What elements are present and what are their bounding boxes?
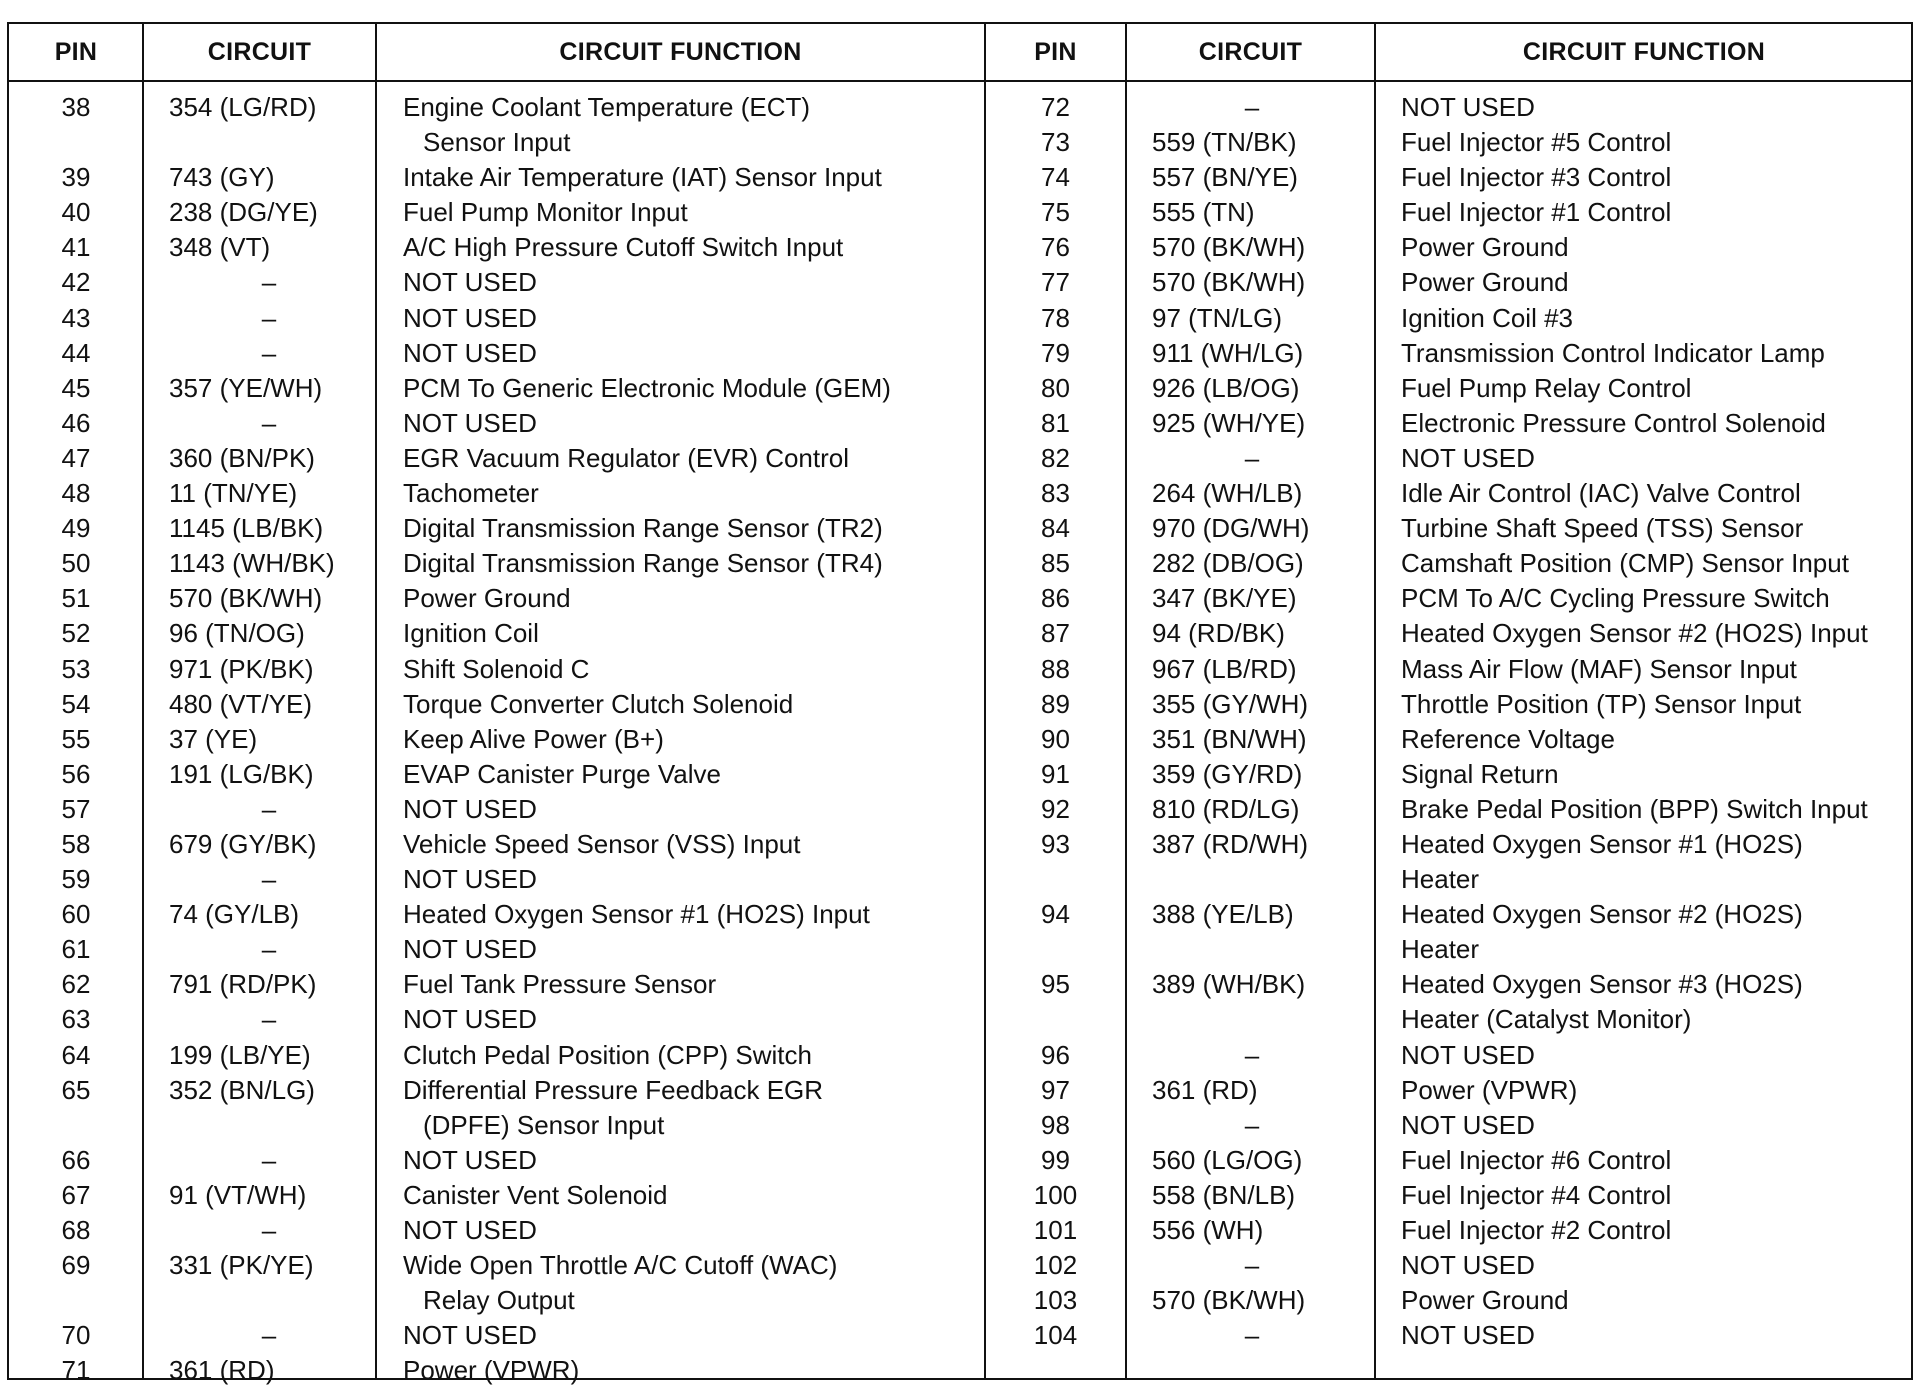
circuit-code: 555 (TN) bbox=[1152, 197, 1255, 228]
circuit-code: 355 (GY/WH) bbox=[1152, 688, 1309, 719]
circuit-function: Differential Pressure Feedback EGR bbox=[403, 1074, 824, 1105]
circuit-function: Power Ground bbox=[1401, 1285, 1569, 1316]
pin-number: 102 bbox=[1033, 1250, 1078, 1281]
circuit-code: 351 (BN/WH) bbox=[1152, 723, 1307, 754]
circuit-function: Fuel Injector #5 Control bbox=[1401, 127, 1672, 158]
pin-number: 73 bbox=[1041, 127, 1070, 158]
circuit-code: 1143 (WH/BK) bbox=[169, 548, 335, 579]
circuit-function: Shift Solenoid C bbox=[403, 653, 590, 684]
circuit-function: NOT USED bbox=[403, 934, 537, 965]
circuit-code: 388 (YE/LB) bbox=[1152, 899, 1294, 930]
circuit-function: NOT USED bbox=[403, 302, 537, 333]
circuit-code: 74 (GY/LB) bbox=[169, 899, 300, 930]
circuit-code: 926 (LB/OG) bbox=[1152, 372, 1300, 403]
pin-number-continuation bbox=[9, 1283, 143, 1318]
circuit-function: NOT USED bbox=[1401, 1250, 1535, 1281]
pin-number: 43 bbox=[61, 302, 91, 333]
circuit-function: Clutch Pedal Position (CPP) Switch bbox=[403, 1039, 812, 1070]
circuit-function: NOT USED bbox=[403, 864, 537, 895]
circuit-code: 238 (DG/YE) bbox=[169, 197, 318, 228]
circuit-function: Heated Oxygen Sensor #3 (HO2S) bbox=[1401, 969, 1803, 1000]
pin-number: 72 bbox=[1041, 92, 1070, 122]
pin-number-continuation bbox=[985, 1002, 1126, 1037]
pin-number: 103 bbox=[1033, 1285, 1078, 1316]
circuit-function: EGR Vacuum Regulator (EVR) Control bbox=[403, 442, 850, 473]
circuit-function: NOT USED bbox=[403, 1215, 537, 1245]
circuit-function: NOT USED bbox=[1401, 1039, 1535, 1070]
circuit-function: PCM To Generic Electronic Module (GEM) bbox=[403, 372, 891, 403]
pin-number: 93 bbox=[1041, 828, 1070, 859]
pin-number: 75 bbox=[1041, 197, 1070, 228]
circuit-function: Heated Oxygen Sensor #1 (HO2S) bbox=[1401, 828, 1803, 859]
circuit-code: 191 (LG/BK) bbox=[169, 758, 314, 789]
circuit-code: – bbox=[1244, 92, 1260, 122]
pin-number: 60 bbox=[61, 899, 91, 930]
right-pin-column bbox=[985, 90, 1126, 1353]
pin-number-continuation bbox=[985, 862, 1126, 897]
circuit-code: 199 (LB/YE) bbox=[169, 1039, 311, 1070]
pin-number: 74 bbox=[1041, 162, 1070, 193]
circuit-code: – bbox=[261, 793, 277, 824]
pin-number: 101 bbox=[1033, 1215, 1078, 1245]
circuit-function: NOT USED bbox=[403, 1004, 537, 1035]
circuit-code: 570 (BK/WH) bbox=[1152, 267, 1306, 298]
circuit-function: Sensor Input bbox=[423, 127, 571, 158]
circuit-function: Wide Open Throttle A/C Cutoff (WAC) bbox=[403, 1250, 838, 1281]
circuit-code: 925 (WH/YE) bbox=[1152, 407, 1306, 438]
pin-number: 81 bbox=[1041, 407, 1070, 438]
circuit-function: PCM To A/C Cycling Pressure Switch bbox=[1401, 583, 1830, 614]
pin-number: 90 bbox=[1041, 723, 1070, 754]
pin-number: 98 bbox=[1041, 1109, 1070, 1140]
circuit-code: 359 (GY/RD) bbox=[1152, 758, 1303, 789]
pin-number: 76 bbox=[1041, 232, 1070, 263]
circuit-code: 1145 (LB/BK) bbox=[169, 513, 324, 544]
circuit-code: 361 (RD) bbox=[1152, 1074, 1258, 1105]
circuit-function: Mass Air Flow (MAF) Sensor Input bbox=[1401, 653, 1797, 684]
circuit-code: 560 (LG/OG) bbox=[1152, 1144, 1303, 1175]
pin-number: 82 bbox=[1041, 442, 1070, 473]
circuit-code: – bbox=[261, 1320, 277, 1351]
circuit-code: 743 (GY) bbox=[169, 162, 275, 193]
header-circuit-right: CIRCUIT bbox=[1198, 38, 1303, 66]
pin-number: 91 bbox=[1041, 758, 1070, 789]
circuit-code: 570 (BK/WH) bbox=[1152, 1285, 1306, 1316]
circuit-code: 480 (VT/YE) bbox=[169, 688, 313, 719]
circuit-code: 558 (BN/LB) bbox=[1152, 1179, 1296, 1210]
circuit-function: Fuel Injector #1 Control bbox=[1401, 197, 1672, 228]
pin-number: 77 bbox=[1041, 267, 1070, 298]
header-function-left: CIRCUIT FUNCTION bbox=[559, 38, 802, 66]
pin-number: 85 bbox=[1041, 548, 1070, 579]
column-divider bbox=[375, 24, 377, 1378]
circuit-function: NOT USED bbox=[403, 1144, 537, 1175]
pin-number: 100 bbox=[1033, 1179, 1078, 1210]
circuit-function: Signal Return bbox=[1401, 758, 1559, 789]
circuit-function: NOT USED bbox=[1401, 92, 1535, 122]
pin-number: 61 bbox=[61, 934, 91, 965]
circuit-code: 94 (RD/BK) bbox=[1152, 618, 1285, 649]
pin-number: 70 bbox=[61, 1320, 91, 1351]
pin-number: 94 bbox=[1041, 899, 1070, 930]
pin-table bbox=[7, 22, 1913, 1386]
pin-number: 87 bbox=[1041, 618, 1070, 649]
circuit-function: Turbine Shaft Speed (TSS) Sensor bbox=[1401, 513, 1804, 544]
circuit-code: 911 (WH/LG) bbox=[1152, 337, 1304, 368]
pin-number: 51 bbox=[61, 583, 91, 614]
header-circuit-left: CIRCUIT bbox=[207, 38, 312, 66]
circuit-code-continuation bbox=[1152, 932, 1352, 967]
circuit-code: 352 (BN/LG) bbox=[169, 1074, 315, 1105]
circuit-function: Throttle Position (TP) Sensor Input bbox=[1401, 688, 1802, 719]
pin-number: 47 bbox=[61, 442, 91, 473]
circuit-code: 282 (DB/OG) bbox=[1152, 548, 1304, 579]
pin-number: 92 bbox=[1041, 793, 1070, 824]
circuit-code: – bbox=[261, 302, 277, 333]
circuit-code: 387 (RD/WH) bbox=[1152, 828, 1309, 859]
circuit-code: – bbox=[261, 1144, 277, 1175]
circuit-code: 347 (BK/YE) bbox=[1152, 583, 1297, 614]
pin-number: 49 bbox=[61, 513, 91, 544]
circuit-function: NOT USED bbox=[1401, 1109, 1535, 1140]
pin-number: 97 bbox=[1041, 1074, 1070, 1105]
column-divider bbox=[1374, 24, 1376, 1378]
right-function-column bbox=[1401, 90, 1913, 1353]
pin-number: 96 bbox=[1041, 1039, 1070, 1070]
circuit-code: 91 (VT/WH) bbox=[169, 1179, 307, 1210]
pin-number: 95 bbox=[1041, 969, 1070, 1000]
circuit-code: 264 (WH/LB) bbox=[1152, 478, 1303, 509]
circuit-function: Relay Output bbox=[423, 1285, 575, 1316]
pin-number: 52 bbox=[61, 618, 91, 649]
circuit-function: Ignition Coil #3 bbox=[1401, 302, 1573, 333]
circuit-function: Power Ground bbox=[403, 583, 571, 614]
circuit-code: 357 (YE/WH) bbox=[169, 372, 323, 403]
circuit-function: NOT USED bbox=[403, 267, 537, 298]
circuit-function: NOT USED bbox=[403, 1320, 537, 1351]
circuit-code: 37 (YE) bbox=[169, 723, 258, 754]
circuit-code: 11 (TN/YE) bbox=[169, 478, 298, 509]
circuit-function: Digital Transmission Range Sensor (TR4) bbox=[403, 548, 883, 579]
circuit-function: Heated Oxygen Sensor #2 (HO2S) Input bbox=[1401, 618, 1868, 649]
pin-number: 58 bbox=[61, 828, 91, 859]
circuit-function: Power Ground bbox=[1401, 267, 1569, 298]
header-function-right: CIRCUIT FUNCTION bbox=[1522, 38, 1766, 66]
circuit-function: Idle Air Control (IAC) Valve Control bbox=[1401, 478, 1801, 509]
circuit-code: 556 (WH) bbox=[1152, 1215, 1264, 1245]
circuit-function: Vehicle Speed Sensor (VSS) Input bbox=[403, 828, 801, 859]
pin-number: 54 bbox=[61, 688, 91, 719]
pin-number: 63 bbox=[61, 1004, 91, 1035]
circuit-function: Fuel Pump Relay Control bbox=[1401, 372, 1692, 403]
circuit-code: – bbox=[1244, 442, 1260, 473]
circuit-code: 570 (BK/WH) bbox=[1152, 232, 1306, 263]
circuit-code: 96 (TN/OG) bbox=[169, 618, 305, 649]
circuit-function: Power (VPWR) bbox=[1401, 1074, 1578, 1105]
circuit-function: Ignition Coil bbox=[403, 618, 539, 649]
left-function-column bbox=[403, 90, 983, 1388]
pin-number: 46 bbox=[61, 407, 91, 438]
pin-number: 66 bbox=[61, 1144, 91, 1175]
circuit-code: 970 (DG/WH) bbox=[1152, 513, 1310, 544]
circuit-function: Heater bbox=[1401, 934, 1480, 965]
pin-number: 80 bbox=[1041, 372, 1070, 403]
pin-number: 68 bbox=[61, 1215, 91, 1245]
pin-number: 50 bbox=[61, 548, 91, 579]
circuit-function: Fuel Injector #2 Control bbox=[1401, 1215, 1672, 1245]
pin-number: 38 bbox=[61, 92, 91, 122]
circuit-code: – bbox=[1244, 1320, 1260, 1351]
pin-number: 55 bbox=[61, 723, 91, 754]
circuit-function: Power (VPWR) bbox=[403, 1355, 580, 1386]
circuit-function: NOT USED bbox=[1401, 1320, 1535, 1351]
circuit-function: Heater (Catalyst Monitor) bbox=[1401, 1004, 1692, 1035]
header-pin-left: PIN bbox=[54, 38, 98, 66]
circuit-function: Fuel Injector #3 Control bbox=[1401, 162, 1672, 193]
circuit-function: NOT USED bbox=[403, 407, 537, 438]
pin-number-continuation bbox=[9, 1108, 143, 1143]
circuit-code: – bbox=[261, 407, 277, 438]
circuit-code: 570 (BK/WH) bbox=[169, 583, 323, 614]
circuit-code: 559 (TN/BK) bbox=[1152, 127, 1297, 158]
pin-number-continuation bbox=[9, 125, 143, 160]
pin-number: 62 bbox=[61, 969, 91, 1000]
circuit-function: Transmission Control Indicator Lamp bbox=[1401, 337, 1825, 368]
circuit-code-continuation bbox=[1152, 1002, 1352, 1037]
circuit-function: (DPFE) Sensor Input bbox=[423, 1109, 665, 1140]
circuit-function: Fuel Injector #6 Control bbox=[1401, 1144, 1672, 1175]
header-pin-right: PIN bbox=[1034, 38, 1077, 66]
circuit-code: – bbox=[1244, 1109, 1260, 1140]
circuit-function: Electronic Pressure Control Solenoid bbox=[1401, 407, 1826, 438]
circuit-code: – bbox=[261, 1215, 277, 1245]
circuit-function: Brake Pedal Position (BPP) Switch Input bbox=[1401, 793, 1868, 824]
pin-number: 104 bbox=[1033, 1320, 1078, 1351]
circuit-code: 557 (BN/YE) bbox=[1152, 162, 1298, 193]
circuit-function: EVAP Canister Purge Valve bbox=[403, 758, 721, 789]
circuit-code: 679 (GY/BK) bbox=[169, 828, 317, 859]
pin-number: 42 bbox=[61, 267, 91, 298]
circuit-function: Keep Alive Power (B+) bbox=[403, 723, 664, 754]
circuit-function: Heater bbox=[1401, 864, 1480, 895]
circuit-code-continuation bbox=[169, 125, 369, 160]
circuit-function: Fuel Tank Pressure Sensor bbox=[403, 969, 717, 1000]
circuit-code: 967 (LB/RD) bbox=[1152, 653, 1297, 684]
circuit-function: NOT USED bbox=[1401, 442, 1535, 473]
pin-number: 67 bbox=[61, 1179, 91, 1210]
circuit-function: NOT USED bbox=[403, 337, 537, 368]
circuit-code: 810 (RD/LG) bbox=[1152, 793, 1300, 824]
circuit-function: Engine Coolant Temperature (ECT) bbox=[403, 92, 811, 122]
circuit-function: Digital Transmission Range Sensor (TR2) bbox=[403, 513, 883, 544]
table-header-row bbox=[9, 24, 1911, 82]
pin-number: 88 bbox=[1041, 653, 1070, 684]
circuit-code: 331 (PK/YE) bbox=[169, 1250, 314, 1281]
pin-number: 48 bbox=[61, 478, 91, 509]
pin-number: 45 bbox=[61, 372, 91, 403]
circuit-code: – bbox=[261, 337, 277, 368]
left-pin-column bbox=[9, 90, 143, 1388]
circuit-function: Fuel Injector #4 Control bbox=[1401, 1179, 1672, 1210]
circuit-function: Torque Converter Clutch Solenoid bbox=[403, 688, 794, 719]
circuit-function: Power Ground bbox=[1401, 232, 1569, 263]
pin-number: 99 bbox=[1041, 1144, 1070, 1175]
pin-number: 89 bbox=[1041, 688, 1070, 719]
circuit-code: – bbox=[261, 864, 277, 895]
pin-number: 65 bbox=[61, 1074, 91, 1105]
circuit-function: Canister Vent Solenoid bbox=[403, 1179, 668, 1210]
pin-number: 39 bbox=[61, 162, 91, 193]
circuit-function: Heated Oxygen Sensor #2 (HO2S) bbox=[1401, 899, 1803, 930]
circuit-code: 360 (BN/PK) bbox=[169, 442, 315, 473]
circuit-code: – bbox=[261, 934, 277, 965]
right-circuit-column bbox=[1152, 90, 1352, 1353]
pin-number-continuation bbox=[985, 932, 1126, 967]
pin-number: 79 bbox=[1041, 337, 1070, 368]
circuit-code: 971 (PK/BK) bbox=[169, 653, 314, 684]
pin-number: 69 bbox=[61, 1250, 91, 1281]
circuit-code: 389 (WH/BK) bbox=[1152, 969, 1306, 1000]
circuit-code: 354 (LG/RD) bbox=[169, 92, 317, 122]
pin-number: 41 bbox=[61, 232, 91, 263]
circuit-function: Intake Air Temperature (IAT) Sensor Input bbox=[403, 162, 882, 193]
circuit-code-continuation bbox=[1152, 862, 1352, 897]
left-circuit-column bbox=[169, 90, 369, 1388]
pin-number: 59 bbox=[61, 864, 91, 895]
circuit-code-continuation bbox=[169, 1108, 369, 1143]
pin-number: 83 bbox=[1041, 478, 1070, 509]
circuit-function: Reference Voltage bbox=[1401, 723, 1615, 754]
circuit-code-continuation bbox=[169, 1283, 369, 1318]
circuit-function: Heated Oxygen Sensor #1 (HO2S) Input bbox=[403, 899, 870, 930]
pin-number: 71 bbox=[61, 1355, 91, 1386]
circuit-code: 791 (RD/PK) bbox=[169, 969, 317, 1000]
circuit-code: 361 (RD) bbox=[169, 1355, 275, 1386]
circuit-function: Fuel Pump Monitor Input bbox=[403, 197, 688, 228]
circuit-code: – bbox=[1244, 1039, 1260, 1070]
pin-number: 57 bbox=[61, 793, 91, 824]
pin-number: 40 bbox=[61, 197, 91, 228]
circuit-function: A/C High Pressure Cutoff Switch Input bbox=[403, 232, 844, 263]
pin-number: 86 bbox=[1041, 583, 1070, 614]
circuit-code: – bbox=[261, 1004, 277, 1035]
pin-number: 53 bbox=[61, 653, 91, 684]
circuit-code: – bbox=[261, 267, 277, 298]
circuit-code: 348 (VT) bbox=[169, 232, 271, 263]
pin-number: 64 bbox=[61, 1039, 91, 1070]
pin-number: 56 bbox=[61, 758, 91, 789]
pin-number: 44 bbox=[61, 337, 91, 368]
circuit-function: Camshaft Position (CMP) Sensor Input bbox=[1401, 548, 1849, 579]
pin-number: 78 bbox=[1041, 302, 1070, 333]
circuit-function: Tachometer bbox=[403, 478, 539, 509]
pin-number: 84 bbox=[1041, 513, 1070, 544]
circuit-function: NOT USED bbox=[403, 793, 537, 824]
circuit-code: 97 (TN/LG) bbox=[1152, 302, 1283, 333]
circuit-code: – bbox=[1244, 1250, 1260, 1281]
